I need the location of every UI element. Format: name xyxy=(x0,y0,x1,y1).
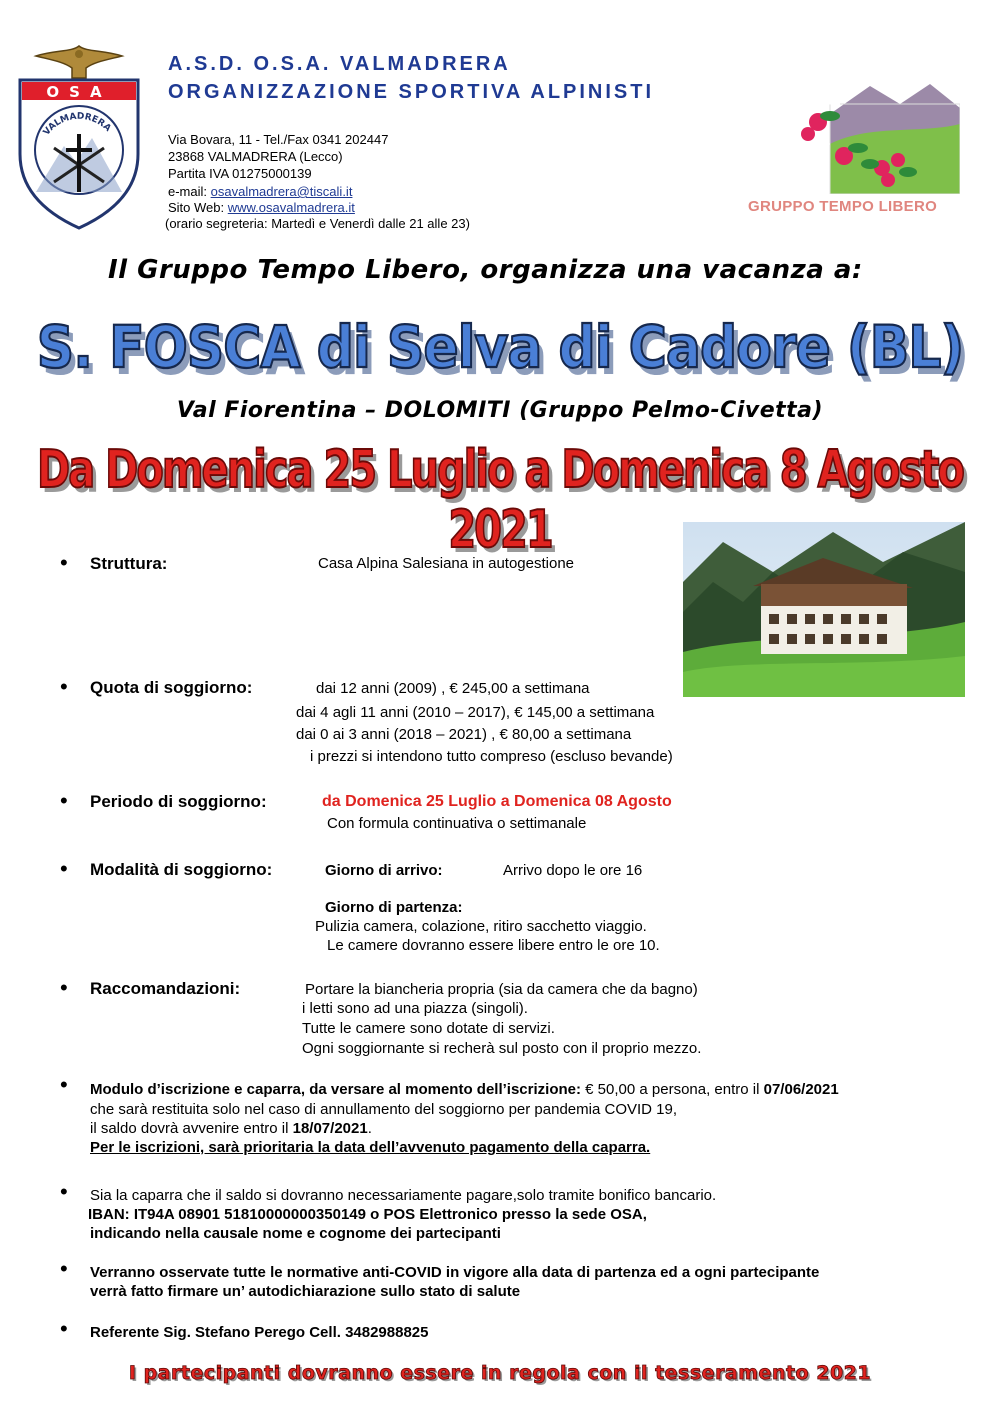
bullet-icon: • xyxy=(60,975,68,1000)
gruppo-tempo-libero-logo xyxy=(800,64,960,194)
email-label: e-mail: xyxy=(168,184,211,199)
periodo-value: da Domenica 25 Luglio a Domenica 08 Agosto xyxy=(322,793,672,810)
destination-subtitle: Val Fiorentina – DOLOMITI (Gruppo Pelmo-Civetta) xyxy=(176,398,824,423)
org-name: A.S.D. O.S.A. VALMADRERA xyxy=(168,53,511,75)
modalita-label: Modalità di soggiorno: xyxy=(90,860,273,879)
arrivo-label: Giorno di arrivo: xyxy=(325,862,443,879)
bullet-icon: • xyxy=(60,1179,68,1204)
quota-label: Quota di soggiorno: xyxy=(90,678,253,697)
holiday-dates: Da Domenica 25 Luglio a Domenica 8 Agosto 2021 xyxy=(37,440,963,560)
destination-title: S. FOSCA di Selva di Cadore (BL) xyxy=(36,314,964,382)
quota-line-2: dai 4 agli 11 anni (2010 – 2017), € 145,00 a settimana xyxy=(296,704,655,721)
modulo-saldo-text: il saldo dovrà avvenire entro il xyxy=(90,1120,293,1137)
address-line: Via Bovara, 11 - Tel./Fax 0341 202447 xyxy=(168,132,389,147)
gruppo-tempo-libero-label: GRUPPO TEMPO LIBERO xyxy=(748,198,938,215)
arrivo-value: Arrivo dopo le ore 16 xyxy=(503,862,643,879)
modulo-amount: € 50,00 a persona, entro il xyxy=(581,1081,764,1098)
modulo-saldo-end: . xyxy=(367,1120,372,1137)
partenza-line-2: Le camere dovranno essere libere entro le ore 10. xyxy=(327,937,660,954)
vat-line: Partita IVA 01275000139 xyxy=(168,166,312,181)
email-line xyxy=(168,185,352,199)
bullet-icon: • xyxy=(60,788,68,813)
modulo-line-1 xyxy=(90,1081,990,1099)
modulo-bold: Modulo d’iscrizione e caparra, da versare al momento dell’iscrizione: xyxy=(90,1081,581,1098)
svg-text:OSA: OSA xyxy=(46,83,112,101)
partenza-label: Giorno di partenza: xyxy=(325,899,463,916)
raccomandazioni-line-3: Tutte le camere sono dotate di servizi. xyxy=(302,1020,555,1037)
raccomandazioni-label: Raccomandazioni: xyxy=(90,979,241,998)
quota-line-1: dai 12 anni (2009) , € 245,00 a settimana xyxy=(316,680,590,697)
office-hours: (orario segreteria: Martedì e Venerdì dalle 21 alle 23) xyxy=(165,216,470,231)
referente-contact: Referente Sig. Stefano Perego Cell. 3482988825 xyxy=(90,1324,429,1341)
osa-logo xyxy=(14,42,144,232)
org-subtitle: ORGANIZZAZIONE SPORTIVA ALPINISTI xyxy=(168,81,655,103)
pagamento-line-1: Sia la caparra che il saldo si dovranno necessariamente pagare,solo tramite bonifico bancario. xyxy=(90,1187,717,1204)
quota-line-3: dai 0 ai 3 anni (2018 – 2021) , € 80,00 a settimana xyxy=(296,726,632,743)
raccomandazioni-line-2: i letti sono ad una piazza (singoli). xyxy=(302,1000,528,1017)
bullet-icon: • xyxy=(60,550,68,575)
covid-line-2: verrà fatto firmare un’ autodichiarazione sullo stato di salute xyxy=(90,1283,521,1300)
svg-text:VALMADRERA: VALMADRERA xyxy=(41,111,113,138)
email-link[interactable]: osavalmadrera@tiscali.it xyxy=(210,184,353,199)
struttura-label: Struttura: xyxy=(90,554,168,573)
struttura-value: Casa Alpina Salesiana in autogestione xyxy=(318,555,575,572)
covid-line-1: Verranno osservate tutte le normative anti-COVID in vigore alla data di partenza ed a ogni partecipante xyxy=(90,1264,820,1281)
bullet-icon: • xyxy=(60,1316,68,1341)
pagamento-iban: IBAN: IT94A 08901 51810000000350149 o POS Elettronico presso la sede OSA, xyxy=(88,1206,647,1223)
bullet-icon: • xyxy=(60,856,68,881)
quota-line-4: i prezzi si intendono tutto compreso (escluso bevande) xyxy=(310,748,673,765)
bullet-icon: • xyxy=(60,1072,68,1097)
intro-text: Il Gruppo Tempo Libero, organizza una vacanza a: xyxy=(108,255,863,285)
web-line xyxy=(168,201,355,215)
periodo-note: Con formula continuativa o settimanale xyxy=(327,815,587,832)
modulo-priority-note: Per le iscrizioni, sarà prioritaria la data dell’avvenuto pagamento della caparra. xyxy=(90,1139,651,1156)
partenza-line-1: Pulizia camera, colazione, ritiro sacchetto viaggio. xyxy=(315,918,647,935)
modulo-line-3 xyxy=(90,1120,372,1138)
web-link[interactable]: www.osavalmadrera.it xyxy=(227,200,355,215)
city-line: 23868 VALMADRERA (Lecco) xyxy=(168,149,343,164)
bullet-icon: • xyxy=(60,674,68,699)
raccomandazioni-line-4: Ogni soggiornante si recherà sul posto con il proprio mezzo. xyxy=(302,1040,702,1057)
bullet-icon: • xyxy=(60,1256,68,1281)
raccomandazioni-line-1: Portare la biancheria propria (sia da camera che da bagno) xyxy=(305,981,698,998)
modulo-line-2: che sarà restituita solo nel caso di annullamento del soggiorno per pandemia COVID 19, xyxy=(90,1101,678,1118)
web-label: Sito Web: xyxy=(168,200,228,215)
casa-alpina-photo xyxy=(683,522,965,697)
pagamento-causale: indicando nella causale nome e cognome dei partecipanti xyxy=(90,1225,501,1242)
modulo-deadline: 07/06/2021 xyxy=(763,1081,839,1098)
modulo-saldo-date: 18/07/2021 xyxy=(292,1120,368,1137)
membership-notice: I partecipanti dovranno essere in regola con il tesseramento 2021 xyxy=(128,1362,872,1384)
periodo-label: Periodo di soggiorno: xyxy=(90,792,267,811)
